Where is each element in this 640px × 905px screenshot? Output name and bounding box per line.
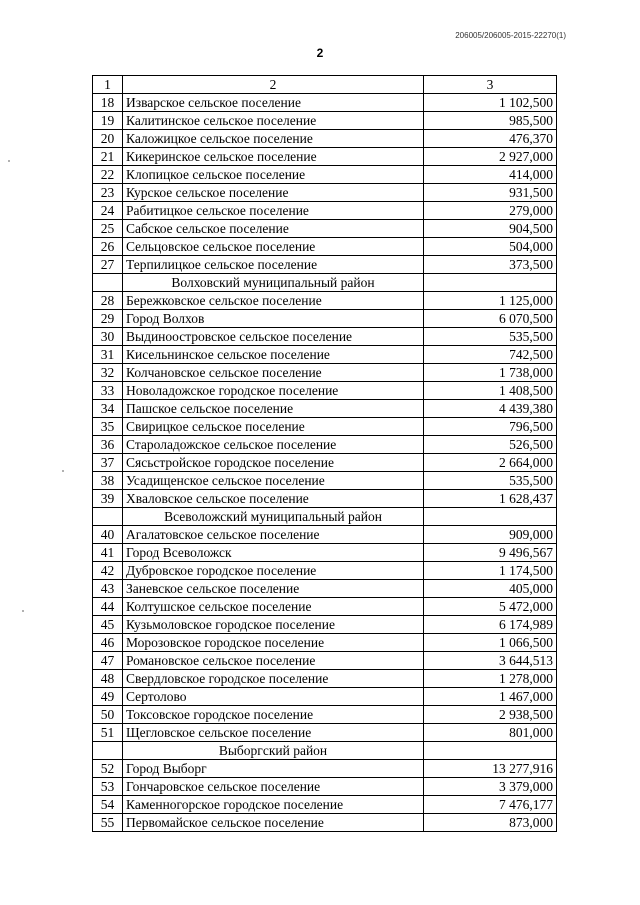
table-row	[93, 130, 557, 148]
row-number: 51	[93, 724, 123, 742]
settlement-name: Курское сельское поселение	[123, 184, 424, 202]
settlement-name: Староладожское сельское поселение	[123, 436, 424, 454]
row-number: 18	[93, 94, 123, 112]
settlement-name: Романовское сельское поселение	[123, 652, 424, 670]
settlement-name: Выдиноостровское сельское поселение	[123, 328, 424, 346]
row-number: 48	[93, 670, 123, 688]
allocation-amount: 801,000	[424, 724, 557, 742]
table-row	[93, 112, 557, 130]
row-number: 42	[93, 562, 123, 580]
settlement-name: Новоладожское городское поселение	[123, 382, 424, 400]
allocation-amount: 1 738,000	[424, 364, 557, 382]
section-row	[93, 742, 557, 760]
settlement-name: Сабское сельское поселение	[123, 220, 424, 238]
document-id: 206005/206005-2015-22270(1)	[455, 31, 566, 40]
allocation-amount: 279,000	[424, 202, 557, 220]
settlement-name: Изварское сельское поселение	[123, 94, 424, 112]
allocation-table	[92, 75, 557, 832]
allocation-amount: 1 102,500	[424, 94, 557, 112]
table-row	[93, 724, 557, 742]
row-number: 44	[93, 598, 123, 616]
table-row	[93, 580, 557, 598]
section-amount-cell	[424, 508, 557, 526]
section-amount-cell	[424, 742, 557, 760]
allocation-amount: 985,500	[424, 112, 557, 130]
table-row	[93, 400, 557, 418]
settlement-name: Пашское сельское поселение	[123, 400, 424, 418]
allocation-amount: 1 467,000	[424, 688, 557, 706]
row-number: 24	[93, 202, 123, 220]
row-number: 47	[93, 652, 123, 670]
table-row	[93, 346, 557, 364]
allocation-amount: 6 070,500	[424, 310, 557, 328]
row-number: 43	[93, 580, 123, 598]
row-number: 37	[93, 454, 123, 472]
row-number: 50	[93, 706, 123, 724]
section-row	[93, 274, 557, 292]
table-row	[93, 652, 557, 670]
allocation-amount: 2 938,500	[424, 706, 557, 724]
settlement-name: Калитинское сельское поселение	[123, 112, 424, 130]
section-title: Выборгский район	[123, 742, 424, 760]
row-number: 53	[93, 778, 123, 796]
table-row	[93, 760, 557, 778]
table-row	[93, 778, 557, 796]
settlement-name: Свирицкое сельское поселение	[123, 418, 424, 436]
settlement-name: Агалатовское сельское поселение	[123, 526, 424, 544]
row-number: 27	[93, 256, 123, 274]
allocation-amount: 1 125,000	[424, 292, 557, 310]
row-number: 45	[93, 616, 123, 634]
table-row	[93, 292, 557, 310]
table-row	[93, 310, 557, 328]
table-header-row	[93, 76, 557, 94]
table-row	[93, 364, 557, 382]
table-row	[93, 220, 557, 238]
row-number: 41	[93, 544, 123, 562]
table-row	[93, 328, 557, 346]
settlement-name: Колтушское сельское поселение	[123, 598, 424, 616]
allocation-amount: 2 664,000	[424, 454, 557, 472]
allocation-amount: 909,000	[424, 526, 557, 544]
row-number: 29	[93, 310, 123, 328]
allocation-amount: 1 628,437	[424, 490, 557, 508]
allocation-amount: 3 379,000	[424, 778, 557, 796]
allocation-amount: 873,000	[424, 814, 557, 832]
settlement-name: Кузьмоловское городское поселение	[123, 616, 424, 634]
allocation-amount: 414,000	[424, 166, 557, 184]
table-row	[93, 148, 557, 166]
settlement-name: Первомайское сельское поселение	[123, 814, 424, 832]
table-row	[93, 238, 557, 256]
row-number: 19	[93, 112, 123, 130]
settlement-name: Бережковское сельское поселение	[123, 292, 424, 310]
settlement-name: Терпилицкое сельское поселение	[123, 256, 424, 274]
row-number: 35	[93, 418, 123, 436]
table-row	[93, 454, 557, 472]
table-row	[93, 706, 557, 724]
allocation-amount: 742,500	[424, 346, 557, 364]
table-row	[93, 184, 557, 202]
settlement-name: Город Волхов	[123, 310, 424, 328]
settlement-name: Усадищенское сельское поселение	[123, 472, 424, 490]
scan-speck	[22, 610, 24, 612]
table-row	[93, 562, 557, 580]
section-row	[93, 508, 557, 526]
allocation-amount: 1 066,500	[424, 634, 557, 652]
allocation-amount: 535,500	[424, 328, 557, 346]
row-number: 40	[93, 526, 123, 544]
page-number: 2	[316, 46, 324, 60]
settlement-name: Кикеринское сельское поселение	[123, 148, 424, 166]
allocation-amount: 796,500	[424, 418, 557, 436]
row-number: 33	[93, 382, 123, 400]
table-row	[93, 202, 557, 220]
scan-speck	[8, 160, 10, 162]
table-row	[93, 616, 557, 634]
settlement-name: Сертолово	[123, 688, 424, 706]
row-number: 54	[93, 796, 123, 814]
table-row	[93, 814, 557, 832]
table-row	[93, 94, 557, 112]
settlement-name: Свердловское городское поселение	[123, 670, 424, 688]
row-number: 49	[93, 688, 123, 706]
column-header-amount: 3	[424, 76, 557, 94]
settlement-name: Сясьстройское городское поселение	[123, 454, 424, 472]
settlement-name: Токсовское городское поселение	[123, 706, 424, 724]
column-header-number: 1	[93, 76, 123, 94]
allocation-amount: 1 408,500	[424, 382, 557, 400]
settlement-name: Город Выборг	[123, 760, 424, 778]
allocation-amount: 904,500	[424, 220, 557, 238]
allocation-amount: 931,500	[424, 184, 557, 202]
table-row	[93, 256, 557, 274]
row-number: 23	[93, 184, 123, 202]
allocation-amount: 9 496,567	[424, 544, 557, 562]
section-title: Волховский муниципальный район	[123, 274, 424, 292]
table-row	[93, 166, 557, 184]
allocation-amount: 7 476,177	[424, 796, 557, 814]
row-number: 20	[93, 130, 123, 148]
row-number: 55	[93, 814, 123, 832]
table-row	[93, 796, 557, 814]
table-row	[93, 490, 557, 508]
table-row	[93, 418, 557, 436]
table-row	[93, 670, 557, 688]
settlement-name: Кисельнинское сельское поселение	[123, 346, 424, 364]
row-number: 32	[93, 364, 123, 382]
table-row	[93, 598, 557, 616]
section-title: Всеволожский муниципальный район	[123, 508, 424, 526]
allocation-amount: 13 277,916	[424, 760, 557, 778]
allocation-amount: 504,000	[424, 238, 557, 256]
allocation-amount: 405,000	[424, 580, 557, 598]
settlement-name: Щегловское сельское поселение	[123, 724, 424, 742]
settlement-name: Клопицкое сельское поселение	[123, 166, 424, 184]
allocation-amount: 1 174,500	[424, 562, 557, 580]
table-row	[93, 688, 557, 706]
settlement-name: Колчановское сельское поселение	[123, 364, 424, 382]
allocation-amount: 535,500	[424, 472, 557, 490]
column-header-name: 2	[123, 76, 424, 94]
row-number: 34	[93, 400, 123, 418]
allocation-amount: 4 439,380	[424, 400, 557, 418]
settlement-name: Дубровское городское поселение	[123, 562, 424, 580]
row-number: 39	[93, 490, 123, 508]
row-number: 38	[93, 472, 123, 490]
table-row	[93, 634, 557, 652]
settlement-name: Сельцовское сельское поселение	[123, 238, 424, 256]
settlement-name: Заневское сельское поселение	[123, 580, 424, 598]
settlement-name: Каложицкое сельское поселение	[123, 130, 424, 148]
table-row	[93, 382, 557, 400]
table-row	[93, 526, 557, 544]
table-row	[93, 436, 557, 454]
settlement-name: Хваловское сельское поселение	[123, 490, 424, 508]
section-number-cell	[93, 742, 123, 760]
allocation-amount: 2 927,000	[424, 148, 557, 166]
allocation-amount: 373,500	[424, 256, 557, 274]
allocation-amount: 5 472,000	[424, 598, 557, 616]
allocation-amount: 6 174,989	[424, 616, 557, 634]
row-number: 26	[93, 238, 123, 256]
scan-speck	[62, 470, 64, 472]
row-number: 31	[93, 346, 123, 364]
row-number: 21	[93, 148, 123, 166]
allocation-amount: 526,500	[424, 436, 557, 454]
row-number: 46	[93, 634, 123, 652]
settlement-name: Морозовское городское поселение	[123, 634, 424, 652]
row-number: 52	[93, 760, 123, 778]
row-number: 22	[93, 166, 123, 184]
allocation-amount: 3 644,513	[424, 652, 557, 670]
settlement-name: Город Всеволожск	[123, 544, 424, 562]
row-number: 28	[93, 292, 123, 310]
row-number: 30	[93, 328, 123, 346]
section-number-cell	[93, 508, 123, 526]
table-row	[93, 544, 557, 562]
settlement-name: Каменногорское городское поселение	[123, 796, 424, 814]
allocation-amount: 1 278,000	[424, 670, 557, 688]
settlement-name: Гончаровское сельское поселение	[123, 778, 424, 796]
section-amount-cell	[424, 274, 557, 292]
settlement-name: Рабитицкое сельское поселение	[123, 202, 424, 220]
table-row	[93, 472, 557, 490]
section-number-cell	[93, 274, 123, 292]
row-number: 25	[93, 220, 123, 238]
allocation-amount: 476,370	[424, 130, 557, 148]
row-number: 36	[93, 436, 123, 454]
